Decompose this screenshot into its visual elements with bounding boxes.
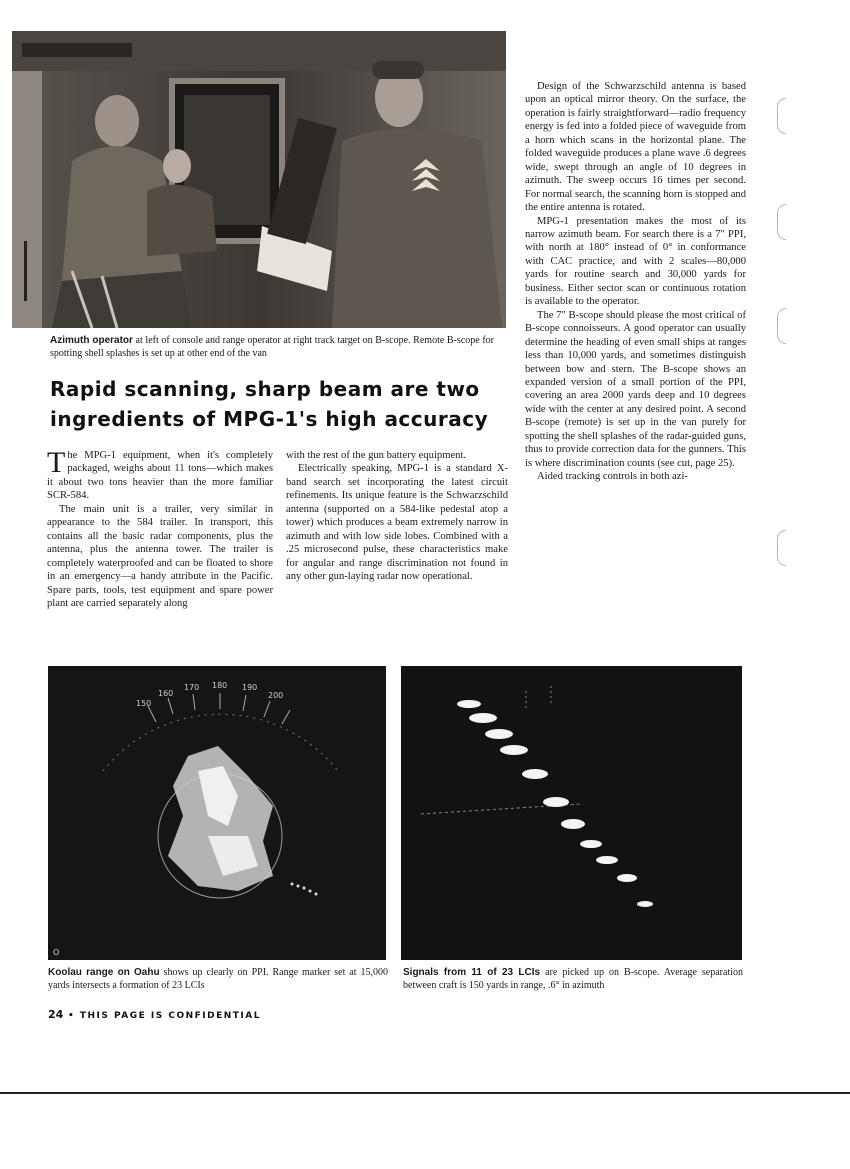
- bscope-caption-lead: Signals from 11 of 23 LCIs: [403, 967, 541, 978]
- page-edge-line: [0, 1092, 850, 1094]
- binder-hole: [777, 530, 786, 566]
- col1-paragraph-2: The main unit is a trailer, very similar in appearance to the 584 trailer. In transport, this contains all the basic radar components, plus the antenna, plus the antenna tower. The trailer is completely waterproofed and can be floated to shore in an emergency—a handy attribute in the Pacific. Spare parts, tools, test equipment and spare power plant are carried separately along: [47, 503, 273, 609]
- bscope-caption-text: are picked up on B-scope. Average separation between craft is 150 yards in range, .6° in azimuth: [403, 967, 743, 991]
- col1-paragraph-1: The MPG-1 equipment, when it's completely packaged, weighs about 11 tons—which makes it about two tons heavier than the more familiar SCR-584.: [47, 446, 273, 502]
- bscope-photo-caption: [403, 967, 743, 992]
- ppi-corner-mark: O: [53, 948, 60, 957]
- col2-paragraph-1: with the rest of the gun battery equipment.: [286, 450, 467, 461]
- binder-hole: [777, 98, 786, 134]
- page-footer: [48, 1008, 261, 1021]
- ppi-scope-illustration: [48, 666, 386, 960]
- article-column-1: [47, 446, 273, 610]
- ppi-scale-label: 160: [158, 689, 174, 698]
- ppi-scale-label: 190: [242, 683, 258, 692]
- binder-hole: [777, 308, 786, 344]
- col3-paragraph-3: The 7" B-scope should please the most critical of B-scope connoisseurs. A good operator can usually determine the heading of even small ships at ranges less than 10,000 yards, and sometimes distinguish between bow and stern. The B-scope shows an expanded version of a small portion of the PPI, covering an area 2000 yards deep and 10 degrees wide with the center at any desired point. A second B-scope (remote) is set up in the van purely for spotting the shell splashes of the radar-guided guns, thus to provide correction data for the gunners. This is where discrimination counts (see cut, page 25).: [525, 309, 746, 469]
- ppi-scale-label: 170: [184, 683, 200, 692]
- ppi-scale-label: 150: [136, 699, 152, 708]
- operators-photo-caption: [50, 335, 494, 360]
- operators-caption-text: at left of console and range operator at right track target on B-scope. Remote B-scope for spotting shell splashes is set up at other end of the van: [50, 335, 494, 359]
- ppi-scale-label: 180: [212, 681, 228, 690]
- drop-cap: T: [47, 446, 66, 479]
- ppi-scope-photo: [48, 666, 386, 960]
- article-headline: Rapid scanning, sharp beam are two ingredients of MPG-1's high accuracy: [50, 377, 489, 431]
- operators-photo: [12, 31, 506, 328]
- col3-paragraph-2: MPG-1 presentation makes the most of its narrow azimuth beam. For search there is a 7" PPI, with north at 180° instead of 0° in conformance with CAC practice, and with 2 scales—80,000 yards for routine search and 30,000 yards for business. Either sector scan or continuous rotation is available to the operator.: [525, 215, 746, 308]
- col3-paragraph-4: Aided tracking controls in both azi-: [537, 471, 688, 483]
- bscope-illustration: [401, 666, 742, 960]
- article-column-2: [286, 449, 508, 584]
- col2-paragraph-2: Electrically speaking, MPG-1 is a standard X-band search set incorporating the latest circuit refinements. Its unique feature is the Schwarzschild antenna (supported on a 584-like pedestal atop a tower) which produces a beam extremely narrow in azimuth and with low side lobes. Combined with a .25 microsecond pulse, these characteristics make for angular and range discrimination not found in any other gun-laying radar now operational.: [286, 463, 508, 583]
- operators-caption-lead: Azimuth operator: [50, 335, 133, 346]
- ppi-caption-lead: Koolau range on Oahu: [48, 967, 160, 978]
- binder-hole: [777, 204, 786, 240]
- footer-bullet: •: [67, 1011, 76, 1021]
- ppi-scale-label: 200: [268, 691, 284, 700]
- confidential-notice: THIS PAGE IS CONFIDENTIAL: [79, 1011, 261, 1021]
- ppi-caption-text: shows up clearly on PPI. Range marker set at 15,000 yards intersects a formation of 23 LCIs: [48, 967, 388, 991]
- page-number: 24: [48, 1008, 64, 1021]
- col3-paragraph-1: Design of the Schwarzschild antenna is based upon an optical mirror theory. On the surface, the operation is fairly straightforward—radio frequency energy is fed into a folded piece of waveguide from a horn which scans in the horizontal plane. The folded waveguide produces a plane wave .6 degrees wide, swept through an angle of 10 degrees in azimuth. The sweep occurs 16 times per second. For normal search, the scanning horn is stopped and the entire antenna is rotated.: [525, 81, 746, 214]
- bscope-photo: [401, 666, 742, 960]
- ppi-photo-caption: [48, 967, 388, 992]
- article-column-3: [525, 80, 746, 484]
- operators-photo-illustration: [12, 31, 506, 328]
